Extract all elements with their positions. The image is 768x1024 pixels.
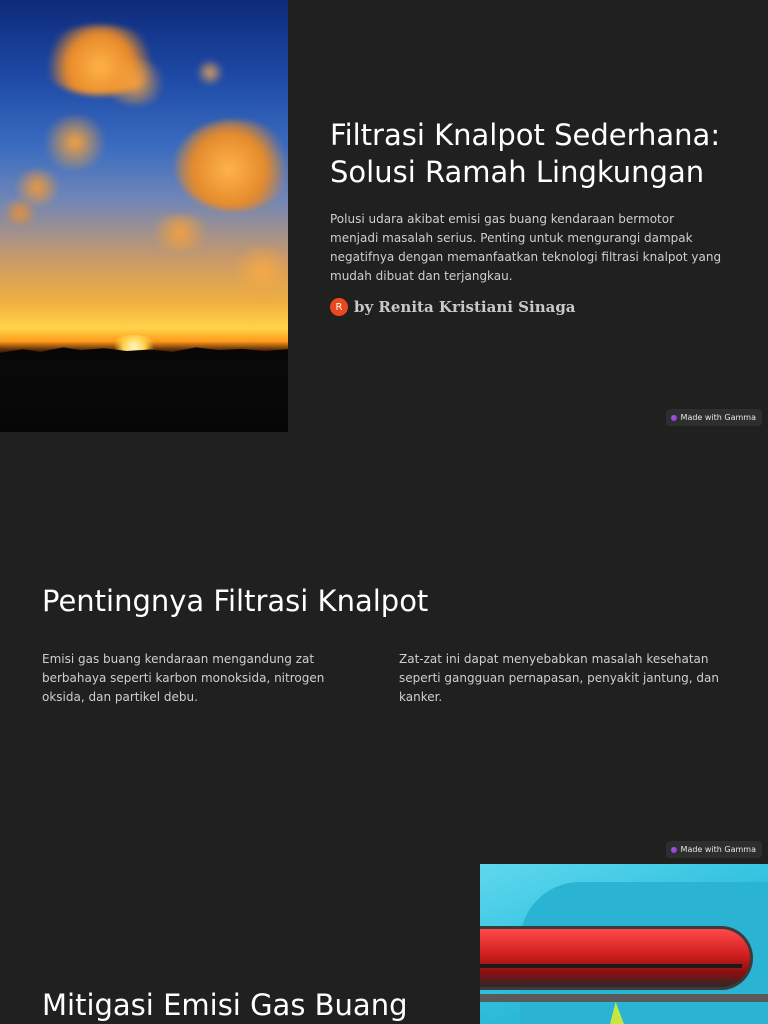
cloud-shape bbox=[100, 60, 170, 105]
gamma-logo-icon bbox=[671, 415, 677, 421]
sunset-image bbox=[0, 0, 288, 432]
section-title: Mitigasi Emisi Gas Buang bbox=[42, 988, 408, 1022]
bumper-stripe bbox=[480, 994, 768, 1002]
author-name[interactable]: by Renita Kristiani Sinaga bbox=[354, 298, 576, 316]
cloud-shape bbox=[0, 200, 40, 225]
text-column-left: Emisi gas buang kendaraan mengandung zat berbahaya seperti karbon monoksida, nitrogen oksida, dan partikel debu. bbox=[42, 652, 325, 704]
section-title: Pentingnya Filtrasi Knalpot bbox=[42, 584, 429, 618]
slide-title bbox=[0, 0, 768, 432]
cloud-shape bbox=[175, 120, 288, 210]
cloud-shape bbox=[145, 215, 215, 250]
author-byline[interactable] bbox=[330, 298, 576, 316]
taillight-shape bbox=[480, 926, 753, 990]
taillight-trim bbox=[480, 964, 742, 968]
avatar[interactable]: R bbox=[330, 298, 348, 316]
made-with-gamma-badge[interactable] bbox=[666, 841, 762, 858]
presentation-title: Filtrasi Knalpot Sederhana: Solusi Ramah Lingkungan bbox=[330, 118, 721, 189]
badge-label: Made with Gamma bbox=[680, 413, 756, 422]
cloud-shape bbox=[195, 60, 225, 85]
made-with-gamma-badge[interactable] bbox=[666, 409, 762, 426]
slide-mitigation bbox=[0, 864, 768, 1024]
text-column-right: Zat-zat ini dapat menyebabkan masalah kesehatan seperti gangguan pernapasan, penyakit jantung, dan kanker. bbox=[399, 652, 719, 704]
badge-label: Made with Gamma bbox=[680, 845, 756, 854]
car-taillight-image bbox=[480, 864, 768, 1024]
cloud-shape bbox=[40, 115, 110, 170]
gamma-logo-icon bbox=[671, 847, 677, 853]
slide-importance bbox=[0, 432, 768, 864]
intro-paragraph: Polusi udara akibat emisi gas buang kendaraan bermotor menjadi masalah serius. Penting untuk mengurangi dampak negatifnya dengan memanfaatkan teknologi filtrasi knalpot yang mudah dibuat dan terjangkau. bbox=[330, 212, 722, 283]
cloud-shape bbox=[230, 245, 288, 300]
